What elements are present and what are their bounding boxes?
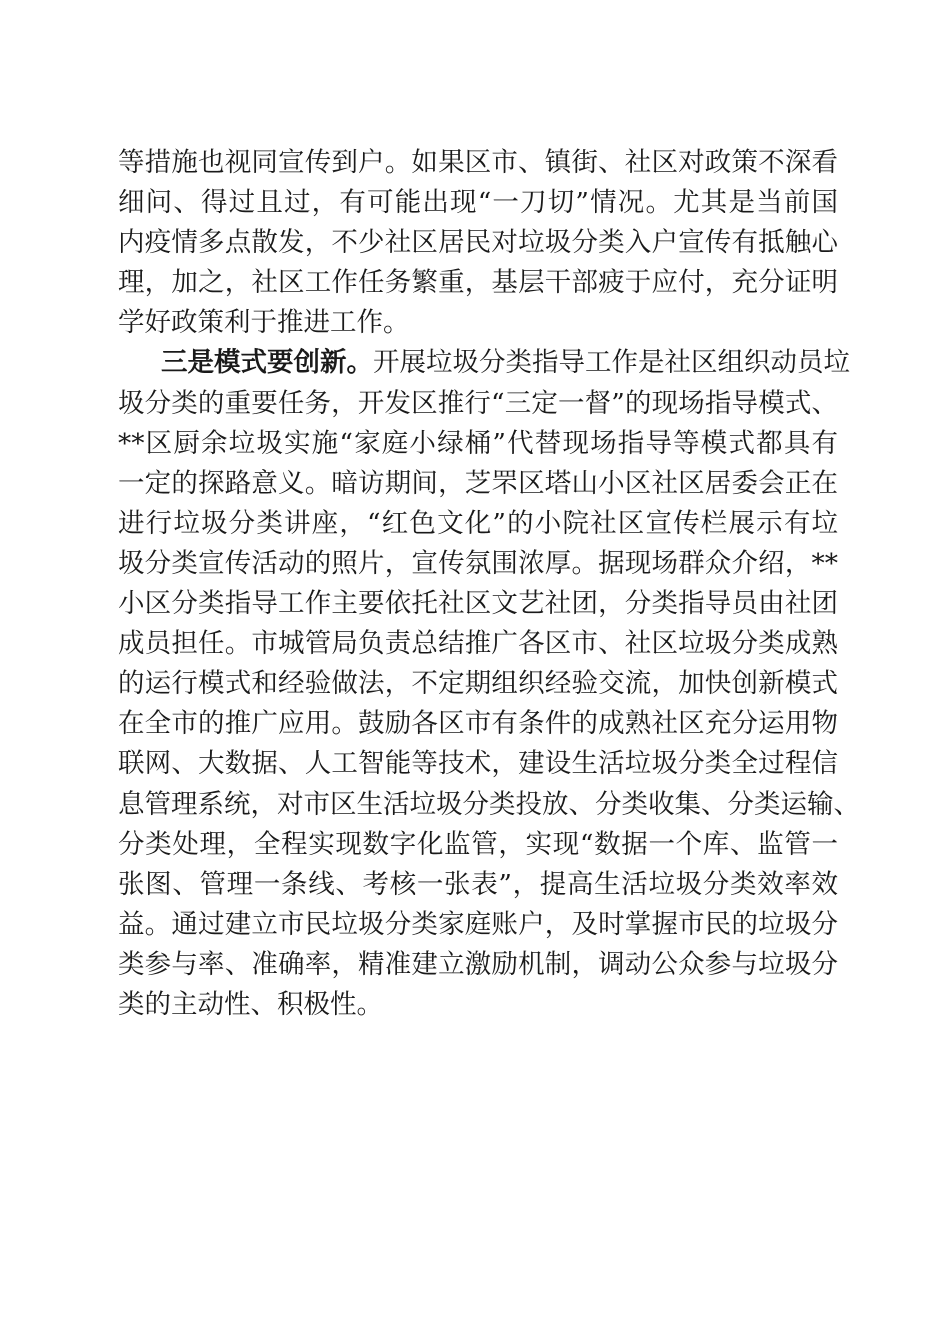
text-line: 在全市的推广应用。鼓励各区市有条件的成熟社区充分运用物 [118,708,838,740]
section-lead-heading: 三是模式要创新。 [161,347,373,379]
text-line: 类参与率、准确率，精准建立激励机制，调动公众参与垃圾分 [118,948,838,980]
text-line: 张图、管理一条线、考核一张表”，提高生活垃圾分类效率效 [118,868,838,900]
text-line: 益。通过建立市民垃圾分类家庭账户，及时掌握市民的垃圾分 [118,908,838,940]
document-body [118,143,860,1025]
text-line: 进行垃圾分类讲座，“红色文化”的小院社区宣传栏展示有垃 [118,507,838,539]
text-line: 类的主动性、积极性。 [118,988,383,1020]
text-line: **区厨余垃圾实施“家庭小绿桶”代替现场指导等模式都具有 [118,427,838,459]
text-line: 一定的探路意义。暗访期间，芝罘区塔山小区社区居委会正在 [118,467,838,499]
text-line: 圾分类宣传活动的照片，宣传氛围浓厚。据现场群众介绍，** [118,547,838,579]
text-line: 等措施也视同宣传到户。如果区市、镇街、社区对政策不深看 [118,147,838,178]
text-line: 的运行模式和经验做法，不定期组织经验交流，加快创新模式 [118,668,838,700]
text-line: 圾分类的重要任务，开发区推行“三定一督”的现场指导模式、 [118,387,838,419]
paragraph-2 [118,343,860,1025]
text-line: 小区分类指导工作主要依托社区文艺社团，分类指导员由社团 [118,588,838,620]
paragraph-1 [118,143,838,343]
text-line: 分类处理，全程实现数字化监管，实现“数据一个库、监管一 [118,828,838,860]
text-line: 理，加之，社区工作任务繁重，基层干部疲于应付，充分证明 [118,267,838,299]
text-line: 学好政策利于推进工作。 [118,307,410,339]
paragraph-2-first-line [118,343,850,383]
text-line: 成员担任。市城管局负责总结推广各区市、社区垃圾分类成熟 [118,628,838,660]
text-line: 联网、大数据、人工智能等技术，建设生活垃圾分类全过程信 [118,748,838,780]
text-run: 开展垃圾分类指导工作是社区组织动员垃 [373,347,850,379]
text-line: 细问、得过且过，有可能出现“一刀切”情况。尤其是当前国 [118,187,838,219]
text-line: 息管理系统，对市区生活垃圾分类投放、分类收集、分类运输、 [118,788,860,820]
text-line: 内疫情多点散发，不少社区居民对垃圾分类入户宣传有抵触心 [118,227,838,259]
